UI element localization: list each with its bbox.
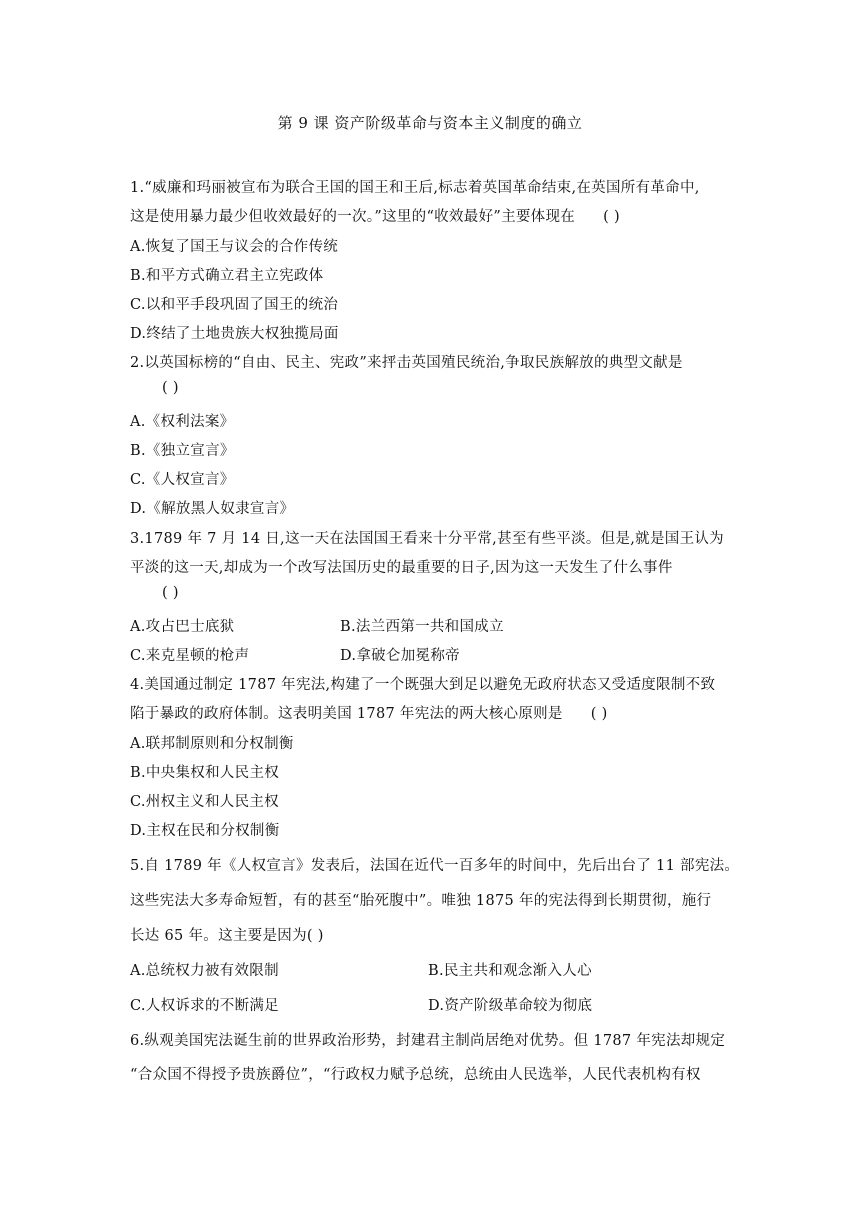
q2-option-d: D.《解放黑人奴隶宣言》 [130, 501, 295, 517]
q3-options-row2 [130, 644, 740, 665]
q4-stem-line2 [130, 702, 740, 723]
q5-option-c: C.人权诉求的不断满足 [130, 998, 279, 1014]
q1-stem-line1: 1.“威廉和玛丽被宣布为联合王国的国王和王后,标志着英国革命结束,在英国所有革命中, [130, 180, 700, 196]
q4-option-b: B.中央集权和人民主权 [130, 765, 280, 781]
q4-stem-text: 陷于暴政的政府体制。这表明美国 1787 年宪法的两大核心原则是 [130, 706, 563, 722]
q1-option-d: D.终结了土地贵族大权独揽局面 [130, 326, 339, 342]
q6-stem-line2: “合众国不得授予贵族爵位”，“行政权力赋予总统，总统由人民选举，人民代表机构有权 [130, 1067, 701, 1083]
q5-option-d: D.资产阶级革命较为彻底 [428, 998, 593, 1014]
q4-stem-line1: 4.美国通过制定 1787 年宪法,构建了一个既强大到足以避免无政府状态又受适度限制不致 [130, 677, 716, 693]
q3-option-d: D.拿破仑加冕称帝 [340, 648, 460, 664]
q5-stem-line3: 长达 65 年。这主要是因为( ) [130, 928, 324, 944]
q6-stem-line1: 6.纵观美国宪法诞生前的世界政治形势，封建君主制尚居绝对优势。但 1787 年宪法却规定 [130, 1033, 726, 1049]
q1-stem-line2 [130, 205, 740, 226]
q2-option-c: C.《人权宣言》 [130, 472, 235, 488]
q3-option-b: B.法兰西第一共和国成立 [340, 619, 504, 635]
q5-options-row2 [130, 994, 740, 1015]
q3-stem-line1: 3.1789 年 7 月 14 日,这一天在法国国王看来十分平常,甚至有些平淡。但是,就是国王认为 [130, 531, 724, 547]
page-title: 第 9 课 资产阶级革命与资本主义制度的确立 [277, 114, 583, 132]
q2-stem-line1: 2.以英国标榜的“自由、民主、宪政”来抨击英国殖民统治,争取民族解放的典型文献是 [130, 355, 683, 371]
q4-option-a: A.联邦制原则和分权制衡 [130, 736, 294, 752]
q5-option-a: A.总统权力被有效限制 [130, 963, 279, 979]
q2-option-a: A.《权利法案》 [130, 414, 235, 430]
q2-answer-blank: ( ) [162, 380, 179, 396]
q2-option-b: B.《独立宣言》 [130, 443, 235, 459]
q5-option-b: B.民主共和观念渐入人心 [428, 963, 592, 979]
q5-stem-line2: 这些宪法大多寿命短暂，有的甚至“胎死腹中”。唯独 1875 年的宪法得到长期贯彻，施行 [130, 893, 712, 909]
q5-options-row1 [130, 959, 740, 980]
q3-answer-blank: ( ) [162, 585, 179, 601]
q4-answer-blank: ( ) [590, 706, 608, 722]
q4-option-c: C.州权主义和人民主权 [130, 794, 279, 810]
q1-answer-blank: ( ) [603, 209, 620, 225]
q4-option-d: D.主权在民和分权制衡 [130, 823, 280, 839]
q3-option-c: C.来克星顿的枪声 [130, 648, 250, 664]
q3-stem-line2: 平淡的这一天,却成为一个改写法国历史的最重要的日子,因为这一天发生了什么事件 [130, 560, 673, 576]
q1-option-a: A.恢复了国王与议会的合作传统 [130, 239, 339, 255]
q5-stem-line1: 5.自 1789 年《人权宣言》发表后，法国在近代一百多年的时间中，先后出台了 11 部宪法。 [130, 858, 740, 874]
q1-stem-text: 这是使用暴力最少但收效最好的一次。”这里的“收效最好”主要体现在 [130, 209, 576, 225]
q1-option-b: B.和平方式确立君主立宪政体 [130, 268, 324, 284]
q3-options-row1 [130, 615, 740, 636]
q1-option-c: C.以和平手段巩固了国王的统治 [130, 297, 339, 313]
q3-option-a: A.攻占巴士底狱 [130, 619, 235, 635]
